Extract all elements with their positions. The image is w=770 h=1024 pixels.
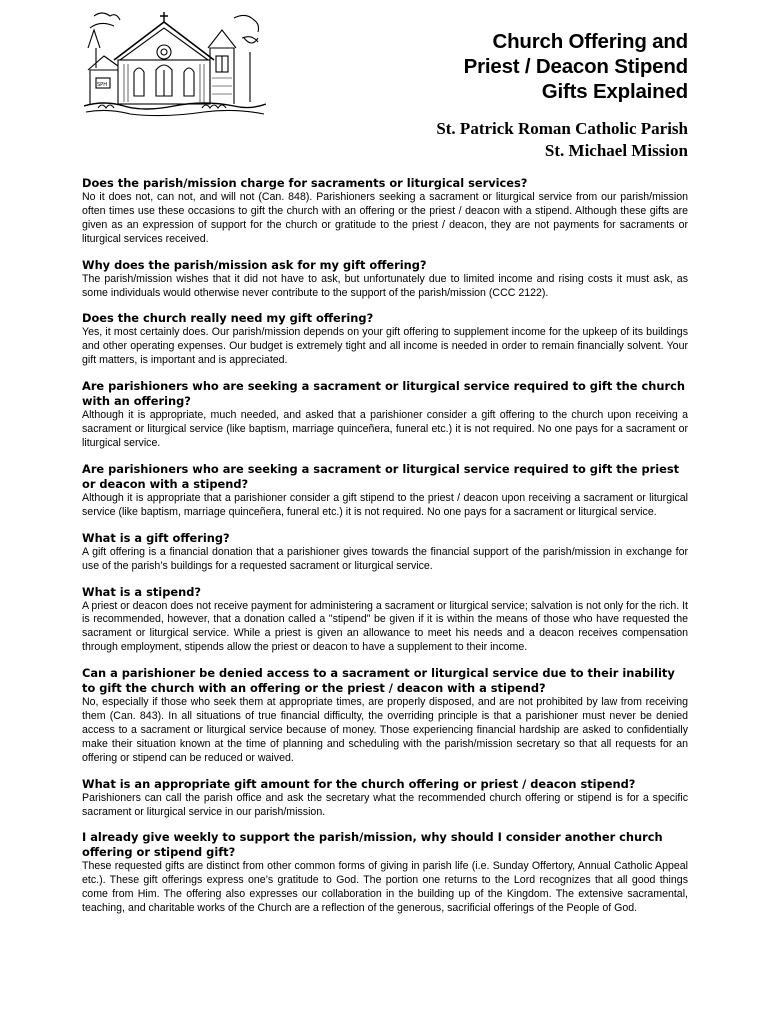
- faq-section-weekly: [82, 830, 688, 916]
- svg-text:SPH: SPH: [97, 82, 107, 88]
- faq-section-amount: [82, 777, 688, 820]
- faq-section-required-church: [82, 379, 688, 451]
- faq-answer: No, especially if those who seek them at appropriate times, are properly disposed, and are not prohibited by law from receiving them (Can. 843). In all situations of true financial difficulty, the overriding principle is that a parishioner must never be denied access to a sacrament or liturgical service because of money. Those experiencing financial hardship are asked to confidentially make their situation known at the time of planning and scheduling with the parish/mission secretary so that all requests for an offering or stipend can be reduced or waived.: [82, 696, 688, 764]
- faq-question: Does the church really need my gift offering?: [82, 311, 374, 326]
- title-line-1: Church Offering and: [492, 30, 688, 53]
- title-line-2: Priest / Deacon Stipend: [463, 55, 688, 78]
- faq-section-why-ask: [82, 258, 688, 301]
- faq-answer: No it does not, can not, and will not (Can. 848). Parishioners seeking a sacrament or liturgical service from our parish/mission often times use these occasions to gift the church with an offering or the priest / deacon with a stipend. Although these gifts are given as an expression of support for the church or gratitude to the priest / deacon, they are not payments for sacraments or liturgical services received.: [82, 191, 688, 245]
- faq-answer: Yes, it most certainly does. Our parish/mission depends on your gift offering to supplement income for the upkeep of its buildings and other operating expenses. Our budget is extremely tight and all income is needed in order to remain financially solvent. Your gift matters, is important and is appreciated.: [82, 326, 688, 367]
- faq-section-gift-offering: [82, 531, 688, 574]
- faq-answer: A gift offering is a financial donation that a parishioner gives towards the financial support of the parish/mission in exchange for use of the parish’s buildings for a requested sacrament or liturgical service.: [82, 545, 688, 572]
- faq-answer: The parish/mission wishes that it did not have to ask, but unfortunately due to limited income and rising costs it must ask, as some individuals would otherwise never contribute to the support of the parish/mission (CCC 2122).: [82, 272, 688, 299]
- faq-section-denied: [82, 666, 688, 766]
- faq-question: I already give weekly to support the parish/mission, why should I consider another church offering or stipend gift?: [82, 830, 663, 860]
- faq-question: What is an appropriate gift amount for the church offering or priest / deacon stipend?: [82, 776, 636, 791]
- faq-content: [82, 176, 688, 927]
- faq-question: Are parishioners who are seeking a sacrament or liturgical service required to gift the church with an offering?: [82, 379, 685, 409]
- faq-answer: Parishioners can call the parish office and ask the secretary what the recommended church offering or stipend is for a specific sacrament or liturgical service in our parish/mission.: [82, 791, 688, 818]
- faq-answer: Although it is appropriate, much needed, and asked that a parishioner consider a gift offering to the church upon receiving a sacrament or liturgical service (like baptism, marriage quinceñera, funeral etc.) it is not required. No one pays for a sacrament or liturgical service.: [82, 409, 688, 449]
- title-line-3: Gifts Explained: [541, 80, 688, 103]
- faq-section-stipend: [82, 585, 688, 656]
- faq-answer: These requested gifts are distinct from other common forms of giving in parish life (i.e. Sunday Offertory, Annual Catholic Appeal etc.). These gift offerings express one’s gratitude to God. The portion one returns to the Lord recognizes that all good things come from Him. The offering also expresses our collaboration in the building up of the Kingdom. The extensive sacramental, teaching, and charitable works of the Church are a reflection of the generous, sacrificial offerings of the People of God.: [82, 860, 688, 915]
- faq-section-charge: [82, 176, 688, 247]
- faq-answer: A priest or deacon does not receive payment for administering a sacrament or liturgical service; salvation is not only for the rich. It is recommended, however, that a donation called a "stipend" be given if it is within the means of those who have requested the sacrament or liturgical service. While a priest is given an allowance to meet his needs and a deacon receives compensation through employment, stipends allow the priest or deacon to have a supplement to their income.: [82, 599, 688, 654]
- faq-question: What is a stipend?: [82, 584, 201, 599]
- faq-question: Why does the parish/mission ask for my gift offering?: [82, 257, 427, 272]
- parish-line-2: St. Michael Mission: [544, 141, 688, 160]
- document-title: [464, 29, 688, 104]
- faq-question: What is a gift offering?: [82, 530, 230, 545]
- faq-question: Does the parish/mission charge for sacraments or liturgical services?: [82, 176, 528, 190]
- parish-name: [436, 118, 688, 162]
- faq-question: Can a parishioner be denied access to a sacrament or liturgical service due to their inability to gift the church with an offering or the priest / deacon with a stipend?: [82, 666, 675, 696]
- faq-section-required-priest: [82, 462, 688, 520]
- parish-line-1: St. Patrick Roman Catholic Parish: [436, 119, 688, 138]
- faq-answer: Although it is appropriate that a parishioner consider a gift stipend to the priest / deacon upon receiving a sacrament or liturgical service (like baptism, marriage quinceñera, funeral etc.) it is not required. No one pays for a sacrament or liturgical service.: [82, 491, 688, 518]
- faq-question: Are parishioners who are seeking a sacrament or liturgical service required to gift the priest or deacon with a stipend?: [82, 461, 680, 491]
- church-building-icon: [84, 8, 266, 124]
- faq-section-need: [82, 311, 688, 368]
